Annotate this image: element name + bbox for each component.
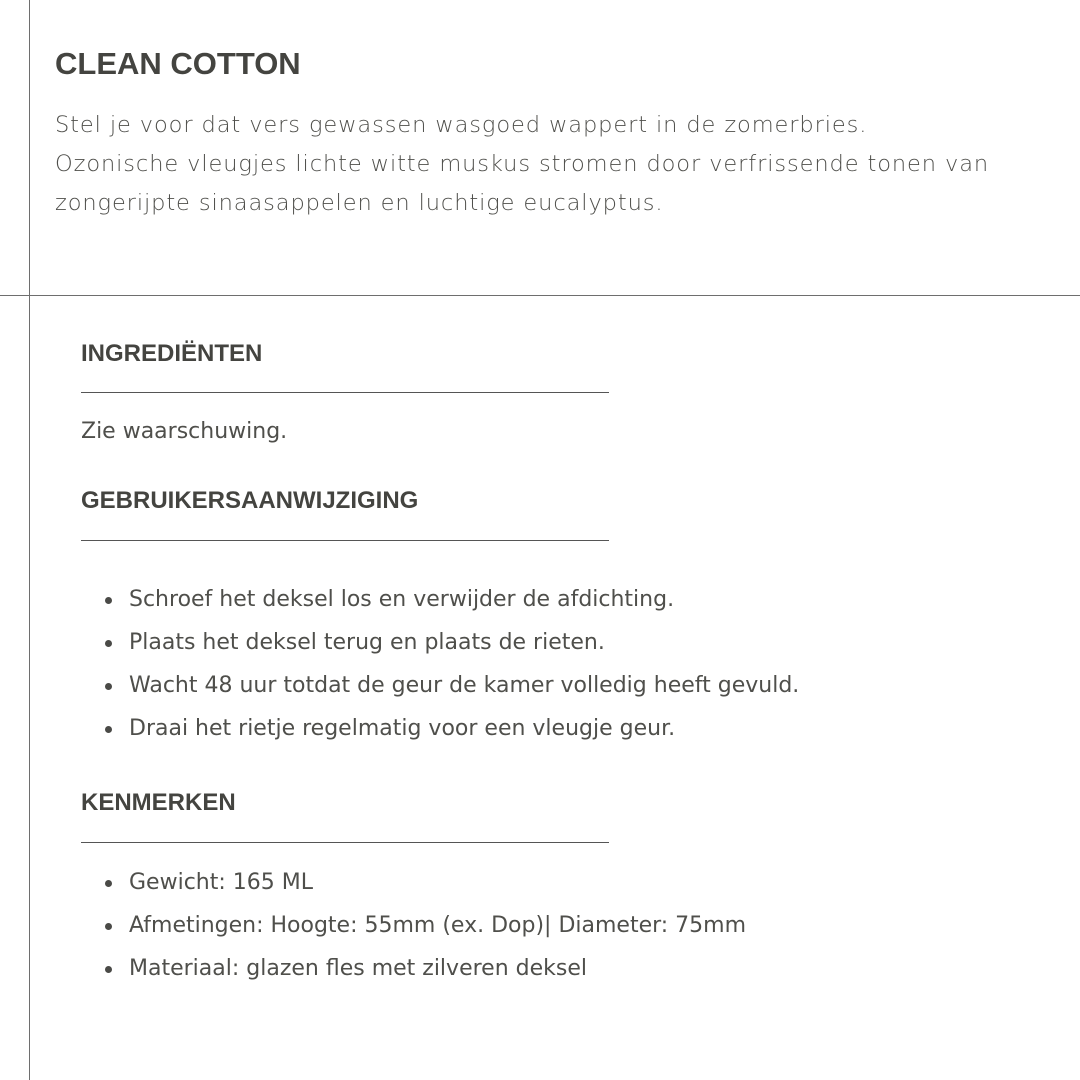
list-item: Draai het rietje regelmatig voor een vleugje geur. (81, 714, 1041, 757)
bullet-icon (105, 880, 112, 887)
bullet-icon (105, 966, 112, 973)
ingredients-section (81, 339, 1041, 447)
vertical-divider (29, 0, 30, 1080)
description-line: Stel je voor dat vers gewassen wasgoed wappert in de zomerbries. (55, 112, 868, 138)
list-item: Schroef het deksel los en verwijder de afdichting. (81, 585, 1041, 628)
features-heading: KENMERKEN (81, 789, 236, 816)
list-item: Gewicht: 165 ML (81, 868, 1041, 911)
bullet-icon (105, 683, 112, 690)
bullet-icon (105, 640, 112, 647)
bullet-icon (105, 923, 112, 930)
ingredients-rule (81, 392, 609, 393)
features-section (81, 788, 1041, 997)
list-item: Afmetingen: Hoogte: 55mm (ex. Dop)| Diameter: 75mm (81, 911, 1041, 954)
bullet-icon (105, 726, 112, 733)
product-title: CLEAN COTTON (55, 46, 301, 81)
list-item: Plaats het deksel terug en plaats de rieten. (81, 628, 1041, 671)
ingredients-text: Zie waarschuwing. (81, 419, 288, 444)
product-description (55, 106, 1065, 223)
usage-heading: GEBRUIKERSAANWIJZIGING (81, 487, 419, 514)
ingredients-heading: INGREDIËNTEN (81, 340, 263, 367)
usage-section (81, 486, 1041, 757)
usage-steps-list (81, 585, 1041, 757)
list-item: Wacht 48 uur totdat de geur de kamer volledig heeft gevuld. (81, 671, 1041, 714)
features-list (81, 868, 1041, 997)
description-line: zongerijpte sinaasappelen en luchtige eucalyptus. (55, 190, 664, 216)
list-item: Materiaal: glazen fles met zilveren deksel (81, 954, 1041, 997)
usage-rule (81, 540, 609, 541)
features-rule (81, 842, 609, 843)
horizontal-divider (0, 295, 1080, 296)
description-line: Ozonische vleugjes lichte witte muskus stromen door verfrissende tonen van (55, 151, 990, 177)
bullet-icon (105, 597, 112, 604)
